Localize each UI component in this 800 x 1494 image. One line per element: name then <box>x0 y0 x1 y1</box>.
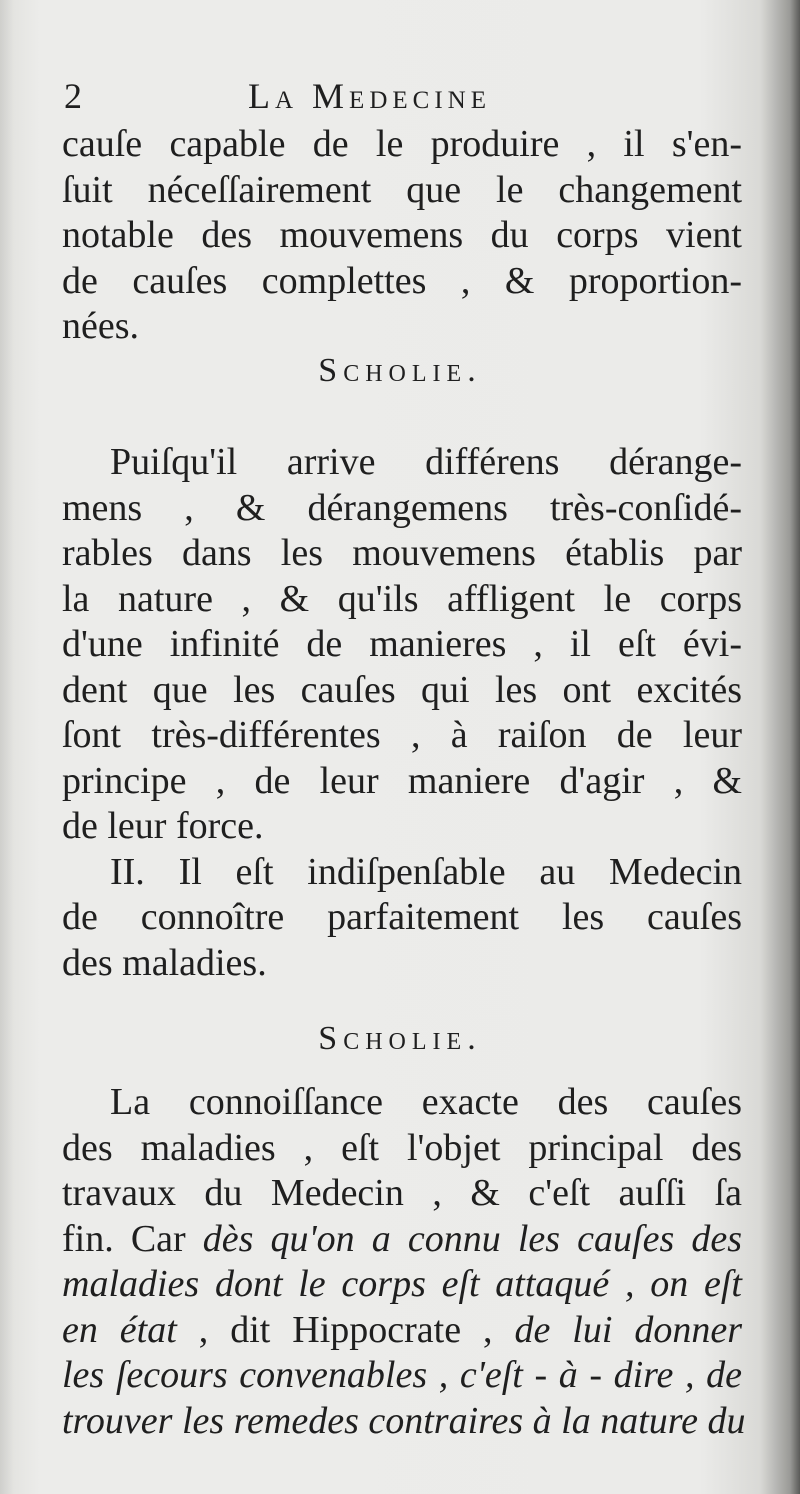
text-line: en état , dit Hippocrate , de lui donner <box>62 1308 742 1351</box>
text-line: la nature , & qu'ils affligent le corps <box>62 577 742 620</box>
scholie-heading: Scholie. <box>318 1020 482 1057</box>
text-line: maladies dont le corps eſt attaqué , on eſt <box>62 1263 742 1305</box>
text-line: dent que les cauſes qui les ont excités <box>62 668 742 711</box>
text-line: principe , de leur maniere d'agir , & <box>62 759 742 802</box>
text-line: de cauſes complettes , & proportion- <box>62 259 742 302</box>
text-line: des maladies , eſt l'objet principal des <box>62 1126 742 1169</box>
paragraph-conclusion <box>62 122 742 350</box>
text-line: nées. <box>62 305 140 347</box>
scholie-heading: Scholie. <box>318 352 482 389</box>
text-line: ſont très-différentes , à raiſon de leur <box>62 714 742 756</box>
text-line: notable des mouvemens du corps vient <box>62 214 742 256</box>
running-title: La Medecine <box>248 76 491 116</box>
text-line: d'une infinité de manieres , il eſt évi- <box>62 623 742 665</box>
scholie-paragraph <box>62 1080 746 1444</box>
text-line: les ſecours convenables , c'eſt - à - dire , de <box>62 1354 742 1396</box>
text-line: de leur force. <box>62 805 264 847</box>
page-header <box>62 74 742 118</box>
text-line: La connoiſſance exacte des cauſes <box>110 1081 742 1123</box>
scholie-paragraph <box>62 440 742 986</box>
text-line: des maladies. <box>62 941 267 984</box>
text-line: trouver les remedes contraires à la nature du <box>62 1399 746 1442</box>
text-line: rables dans les mouvemens établis par <box>62 532 742 574</box>
text-line: ſuit néceſſairement que le changement <box>62 168 742 211</box>
text-line: travaux du Medecin , & c'eſt auſſi ſa <box>62 1172 742 1214</box>
text-line: cauſe capable de le produire , il s'en- <box>62 123 742 165</box>
text-line: II. Il eſt indiſpenſable au Medecin <box>110 850 742 893</box>
text-line: Puiſqu'il arrive différens dérange- <box>110 441 742 483</box>
page-number: 2 <box>64 76 82 116</box>
text-line: de connoître parfaitement les cauſes <box>62 896 742 938</box>
text-line: fin. Car dès qu'on a connu les cauſes des <box>62 1217 743 1260</box>
text-line: mens , & dérangemens très-conſidé- <box>62 486 742 529</box>
